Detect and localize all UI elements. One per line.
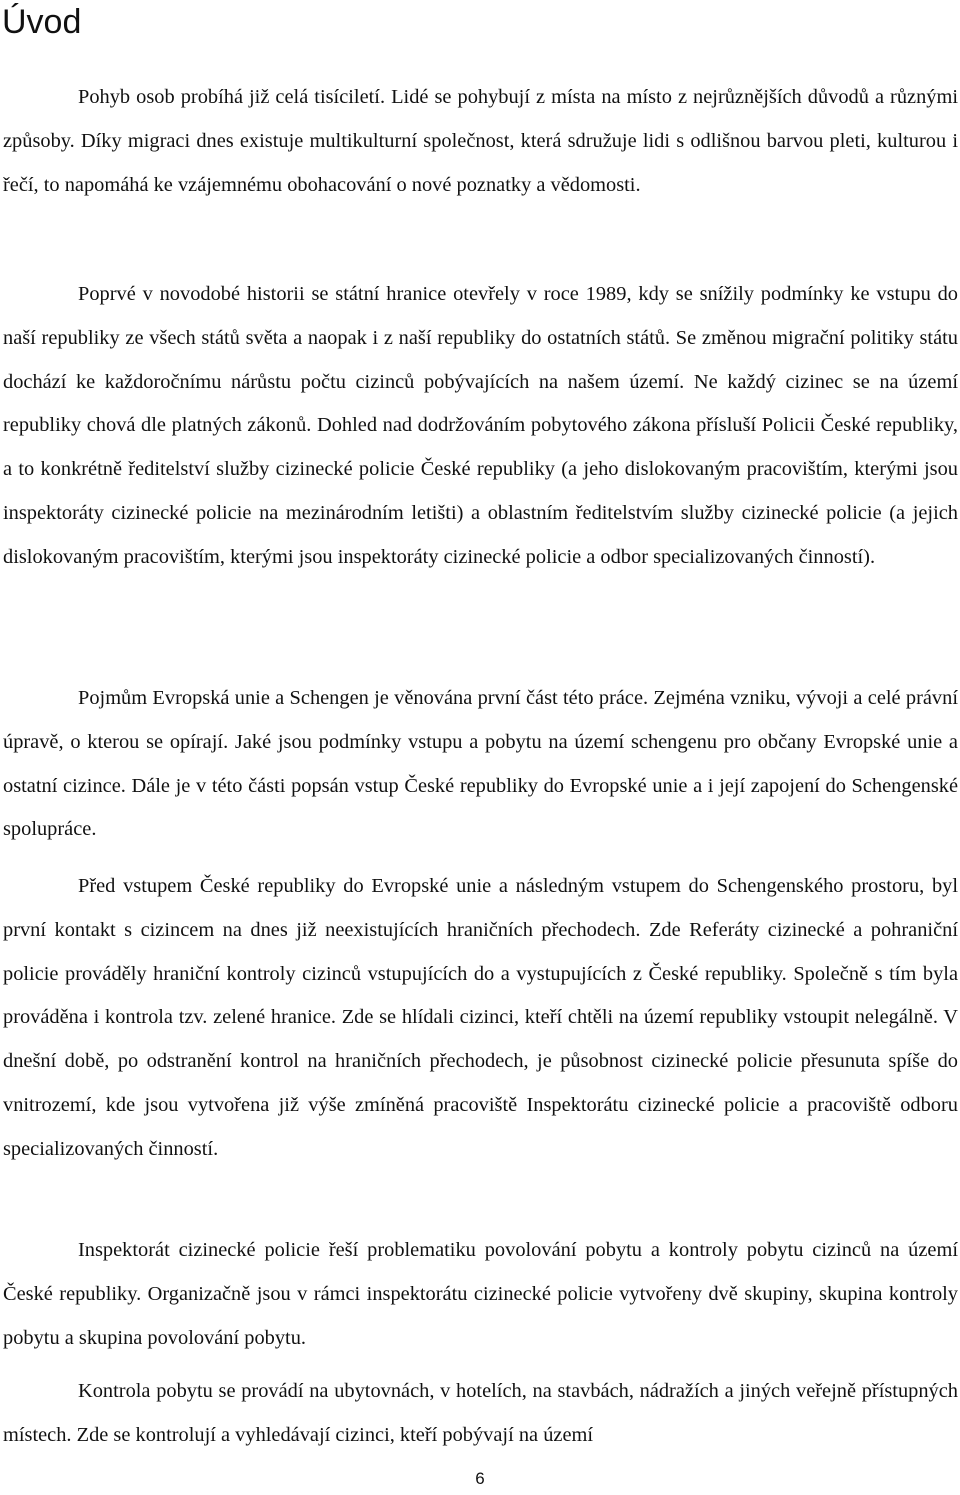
paragraph-border-control: Před vstupem České republiky do Evropské unie a následným vstupem do Schengenského prostoru, byl první kontakt s cizincem na dnes již neexistujících hraničních přechodech. Zde Referáty cizinecké a pohraniční policie prováděly hraniční kontroly cizinců vstupujících do a vystupujících z České republiky. Společně s tím byla prováděna i kontrola tzv. zelené hranice. Zde se hlídali cizinci, kteří chtěli na území republiky vstoupit nelegálně. V dnešní době, po odstranění kontrol na hraničních přechodech, je působnost cizinecké policie přesunuta spíše do vnitrozemí, kde jsou vytvořena již výše zmíněná pracoviště Inspektorátu cizinecké policie a pracoviště odboru specializovaných činností. [3, 875, 958, 1160]
page-number: 6 [475, 1469, 485, 1488]
paragraph-eu-schengen: Pojmům Evropská unie a Schengen je věnována první část této práce. Zejména vzniku, vývoji a celé právní úpravě, o kterou se opírají. Jaké jsou podmínky vstupu a pobytu na území schengenu pro občany Evropské unie a ostatní cizince. Dále je v této části popsán vstup České republiky do Evropské unie a i její zapojení do Schengenské spolupráce. [3, 687, 958, 841]
page-heading: Úvod [2, 3, 82, 41]
paragraph-borders: Poprvé v novodobé historii se státní hranice otevřely v roce 1989, kdy se snížily podmínky ke vstupu do naší republiky ze všech států světa a naopak i z naší republiky do ostatních států. Se změnou migrační politiky státu dochází ke každoročnímu nárůstu počtu cizinců pobývajících na našem území. Ne každý cizinec se na území republiky chová dle platných zákonů. Dohled nad dodržováním pobytového zákona přísluší Policii České republiky, a to konkrétně ředitelství služby cizinecké policie České republiky (a jeho dislokovaným pracovištím, kterými jsou inspektoráty cizinecké policie na mezinárodním letišti) a oblastním ředitelstvím služby cizinecké policie (a jejich dislokovaným pracovištím, kterými jsou inspektoráty cizinecké policie a odbor specializovaných činností). [3, 283, 958, 568]
paragraph-intro: Pohyb osob probíhá již celá tisíciletí. Lidé se pohybují z místa na místo z nejrůznějších důvodů a různými způsoby. Díky migraci dnes existuje multikulturní společnost, která sdružuje lidi s odlišnou barvou pleti, kulturou i řečí, to napomáhá ke vzájemnému obohacování o nové poznatky a vědomosti. [3, 86, 958, 196]
paragraph-inspectorate: Inspektorát cizinecké policie řeší problematiku povolování pobytu a kontroly pobytu cizinců na území České republiky. Organizačně jsou v rámci inspektorátu cizinecké policie vytvořeny dvě skupiny, skupina kontroly pobytu a skupina povolování pobytu. [3, 1239, 958, 1349]
paragraph-residence-control: Kontrola pobytu se provádí na ubytovnách, v hotelích, na stavbách, nádražích a jiných veřejně přístupných místech. Zde se kontrolují a vyhledávají cizinci, kteří pobývají na území [3, 1380, 958, 1446]
